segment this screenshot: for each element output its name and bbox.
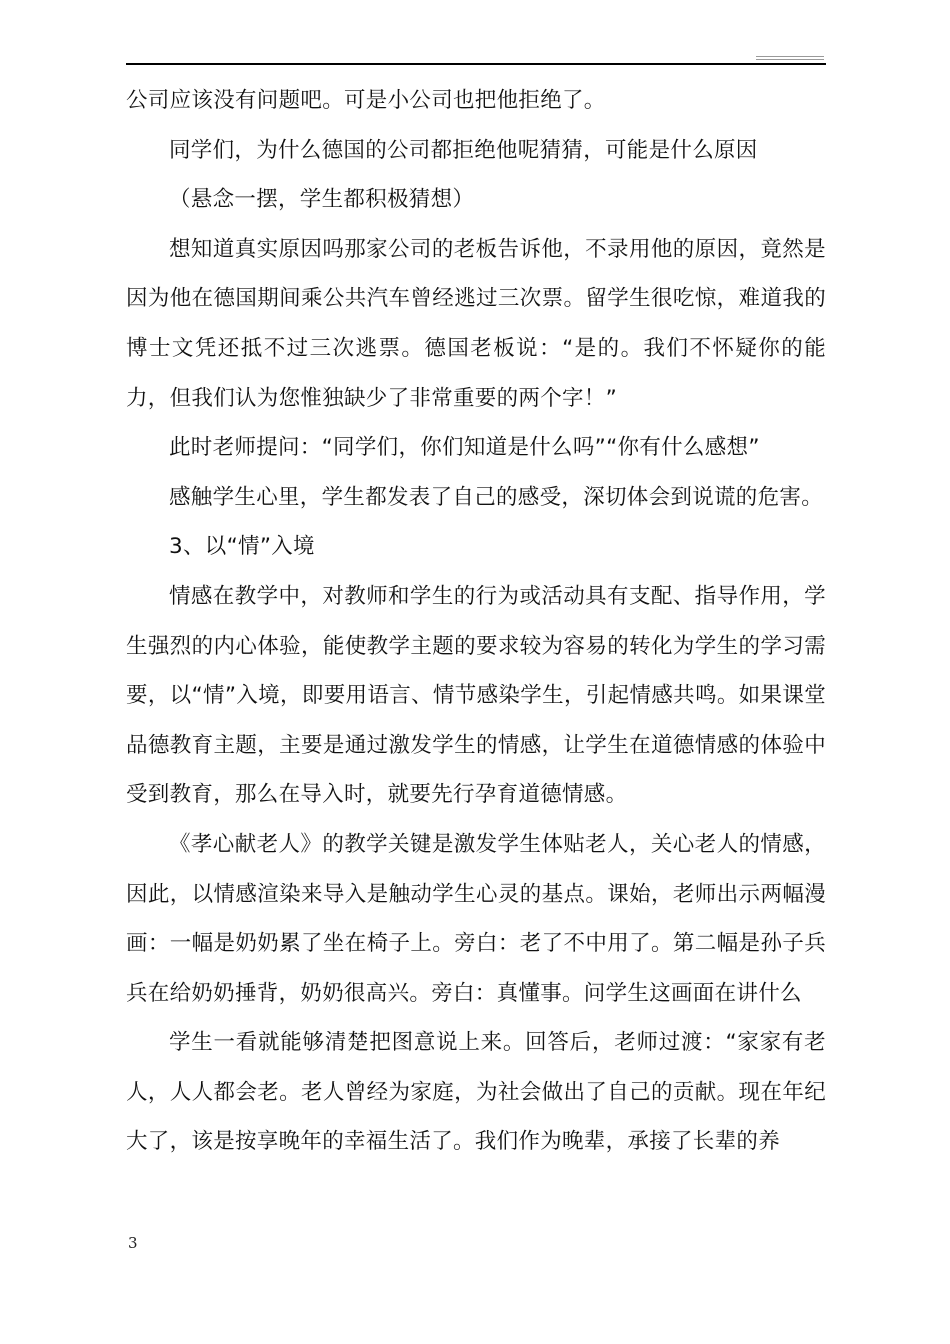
document-body xyxy=(126,76,826,1167)
paragraph: （悬念一摆，学生都积极猜想） xyxy=(169,187,475,213)
paragraph: 此时老师提问：“同学们，你们知道是什么吗”“你有什么感想” xyxy=(169,435,760,461)
paragraph: 感触学生心里，学生都发表了自己的感受，深切体会到说谎的危害。 xyxy=(169,484,824,510)
paragraph: 公司应该没有问题吧。可是小公司也把他拒绝了。 xyxy=(126,88,606,113)
section-heading: 3、以“情”入境 xyxy=(169,534,315,560)
paragraph: 想知道真实原因吗那家公司的老板告诉他，不录用他的原因，竟然是因为他在德国期间乘公共汽车曾经逃过三次票。留学生很吃惊，难道我的博士文凭还抵不过三次逃票。德国老板说：“是的。我们不怀疑你的能力，但我们认为您惟独缺少了非常重要的两个字！” xyxy=(126,236,826,411)
page-number: 3 xyxy=(128,1234,138,1252)
paragraph: 同学们，为什么德国的公司都拒绝他呢猜猜，可能是什么原因 xyxy=(169,137,758,163)
header-rule xyxy=(126,63,826,65)
paragraph: 《孝心献老人》的教学关键是激发学生体贴老人，关心老人的情感，因此，以情感渲染来导入是触动学生心灵的基点。课始，老师出示两幅漫画：一幅是奶奶累了坐在椅子上。旁白：老了不中用了。第二幅是孙子兵兵在给奶奶捶背，奶奶很高兴。旁白：真懂事。问学生这画面在讲什么 xyxy=(126,831,826,1006)
header-decoration-line xyxy=(756,56,824,57)
paragraph: 情感在教学中，对教师和学生的行为或活动具有支配、指导作用，学生强烈的内心体验，能使教学主题的要求较为容易的转化为学生的学习需要，以“情”入境，即要用语言、情节感染学生，引起情感共鸣。如果课堂品德教育主题，主要是通过激发学生的情感，让学生在道德情感的体验中受到教育，那么在导入时，就要先行孕育道德情感。 xyxy=(126,583,826,808)
paragraph: 学生一看就能够清楚把图意说上来。回答后，老师过渡：“家家有老人，人人都会老。老人曾经为家庭，为社会做出了自己的贡献。现在年纪大了，该是按享晚年的幸福生活了。我们作为晚辈，承接了长辈的养 xyxy=(126,1030,826,1155)
header-decoration-line xyxy=(756,59,824,60)
